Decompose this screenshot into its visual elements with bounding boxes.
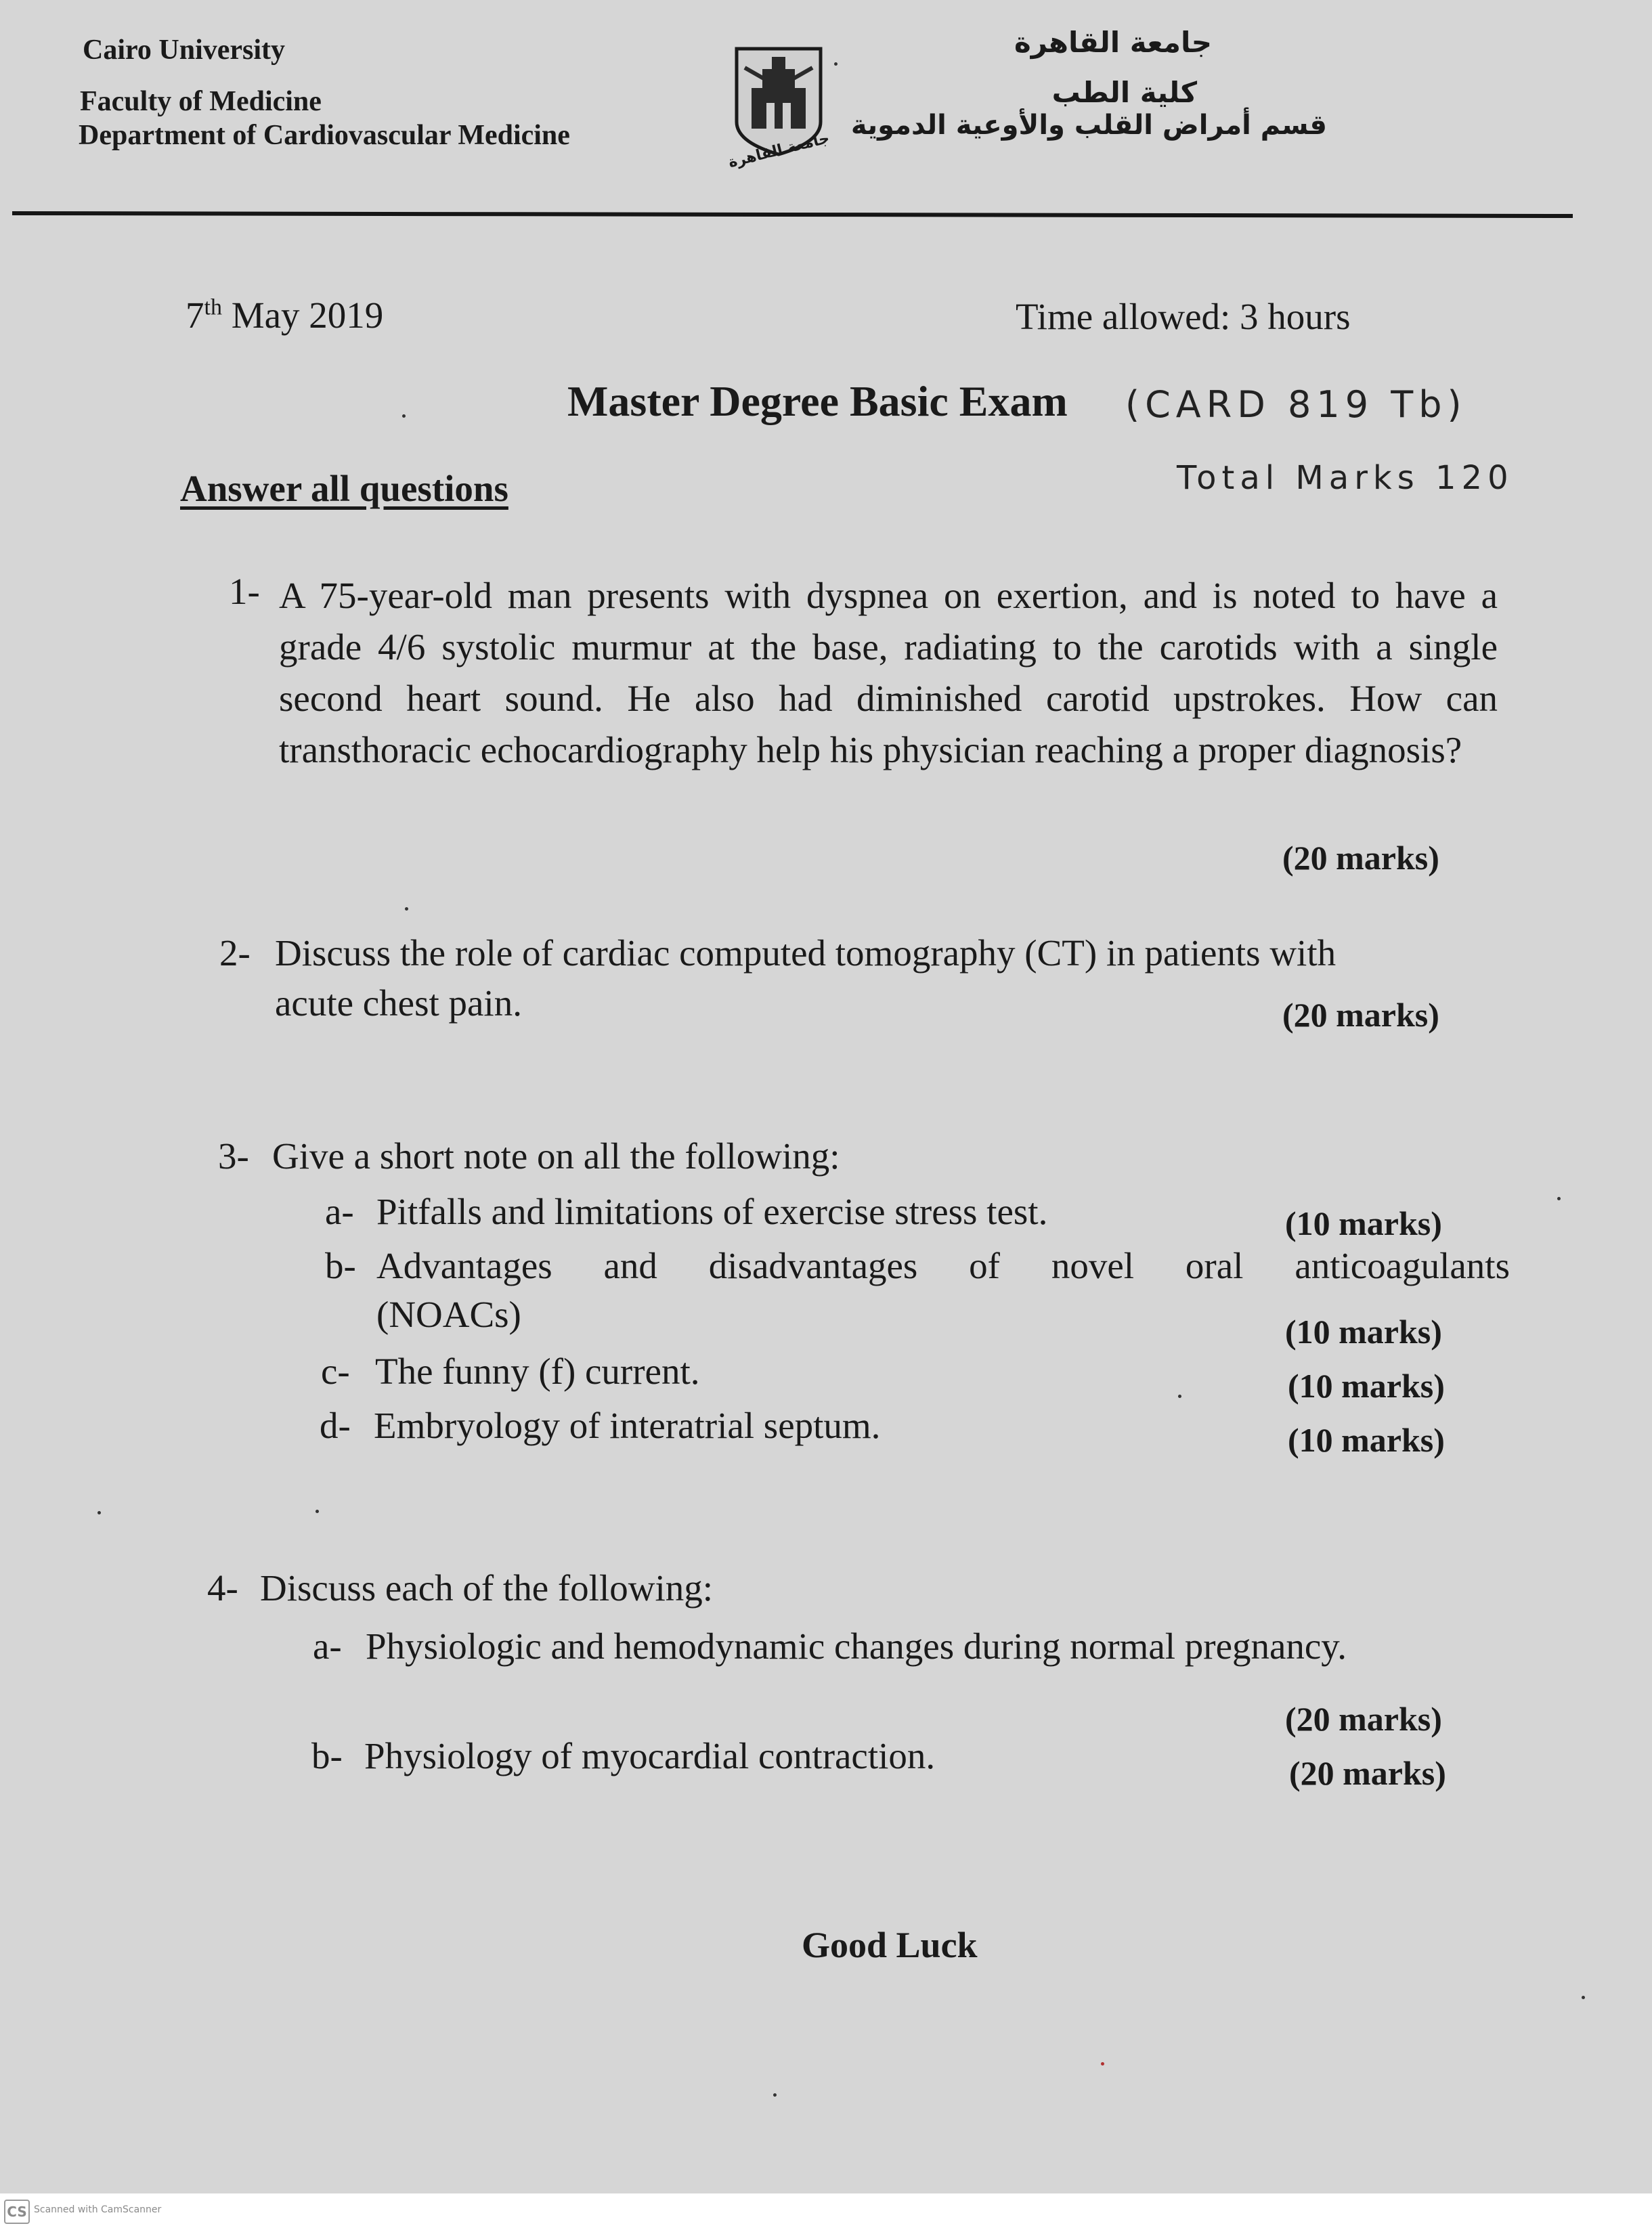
question-3c-text: The funny (f) current.: [375, 1351, 700, 1392]
question-4b-marks: (20 marks): [1289, 1754, 1446, 1792]
time-allowed: Time allowed: 3 hours: [1016, 296, 1351, 337]
camscanner-watermark: Scanned with CamScanner: [34, 2204, 162, 2215]
date-month-year: May 2019: [231, 294, 384, 336]
question-4-text: Discuss each of the following:: [260, 1567, 714, 1609]
question-1-marks: (20 marks): [1282, 839, 1439, 877]
scan-speck: [97, 1511, 101, 1514]
question-3d-letter: d-: [320, 1405, 351, 1446]
exam-date: [186, 294, 383, 336]
exam-title: Master Degree Basic Exam: [567, 377, 1068, 425]
question-3-text: Give a short note on all the following:: [272, 1135, 840, 1177]
question-2-marks: (20 marks): [1282, 996, 1439, 1034]
question-4a-text: Physiologic and hemodynamic changes during normal pregnancy.: [366, 1625, 1347, 1667]
question-4a-marks: (20 marks): [1285, 1700, 1442, 1738]
department-name-ar: قسم أمراض القلب والأوعية الدموية: [850, 110, 1327, 141]
instruction-heading: Answer all questions: [180, 468, 508, 509]
seal-caption-ar: جامعة القاهرة: [726, 129, 831, 172]
scan-speck: [1178, 1395, 1181, 1398]
question-3d-marks: (10 marks): [1288, 1421, 1445, 1459]
date-suffix: th: [204, 294, 222, 320]
scan-speck: [316, 1510, 319, 1513]
camscanner-logo-icon: CS: [4, 2200, 30, 2224]
exam-code-handwritten: (CARD 819 Tb): [1125, 383, 1467, 426]
date-day: 7: [186, 294, 204, 336]
question-4b-letter: b-: [311, 1735, 343, 1776]
question-3a-marks: (10 marks): [1285, 1204, 1442, 1242]
scanner-footer: [0, 2193, 1652, 2228]
department-name-en: Department of Cardiovascular Medicine: [79, 120, 570, 151]
question-2-number: 2-: [219, 932, 251, 974]
question-3b-text-line2: (NOACs): [376, 1294, 521, 1335]
question-2-text-line2: acute chest pain.: [275, 982, 522, 1024]
question-3-number: 3-: [218, 1135, 249, 1177]
question-3b-marks: (10 marks): [1285, 1313, 1442, 1351]
scan-speck: [1101, 2062, 1104, 2066]
scan-speck: [405, 907, 408, 911]
question-4-number: 4-: [207, 1567, 238, 1609]
question-1-text: A 75-year-old man presents with dyspnea on exertion, and is noted to have a grade 4/6 systolic murmur at the base, radiating to the carotids with a single second heart sound. He also had diminished carotid upstrokes. How can transthoracic echocardiography help his physician reaching a proper diagnosis?: [279, 575, 1498, 770]
question-2-text-line1: Discuss the role of cardiac computed tomography (CT) in patients with: [275, 932, 1336, 974]
scan-speck: [773, 2093, 777, 2097]
header-divider: [12, 211, 1573, 218]
question-3b-letter: b-: [325, 1245, 356, 1286]
total-marks-handwritten: Total Marks 120: [1177, 459, 1514, 497]
scan-speck: [402, 414, 406, 418]
faculty-name-ar: كلية الطب: [1051, 76, 1197, 109]
question-3c-letter: c-: [321, 1351, 350, 1392]
faculty-name-en: Faculty of Medicine: [80, 86, 322, 117]
closing-text: Good Luck: [802, 1925, 978, 1965]
question-3a-letter: a-: [325, 1191, 354, 1232]
question-4b-text: Physiology of myocardial contraction.: [364, 1735, 936, 1776]
question-1-number: 1-: [229, 571, 260, 612]
question-3c-marks: (10 marks): [1288, 1367, 1445, 1405]
scan-speck: [834, 62, 838, 66]
scan-speck: [1582, 1996, 1585, 1999]
scan-speck: [1557, 1197, 1561, 1200]
university-name-ar: جامعة القاهرة: [1014, 26, 1212, 59]
question-3d-text: Embryology of interatrial septum.: [374, 1405, 881, 1446]
question-3a-text: Pitfalls and limitations of exercise stress test.: [376, 1191, 1048, 1232]
question-4a-letter: a-: [313, 1625, 342, 1667]
question-3b-text-line1: Advantages and disadvantages of novel oral anticoagulants: [376, 1245, 1510, 1286]
university-name-en: Cairo University: [83, 35, 286, 66]
